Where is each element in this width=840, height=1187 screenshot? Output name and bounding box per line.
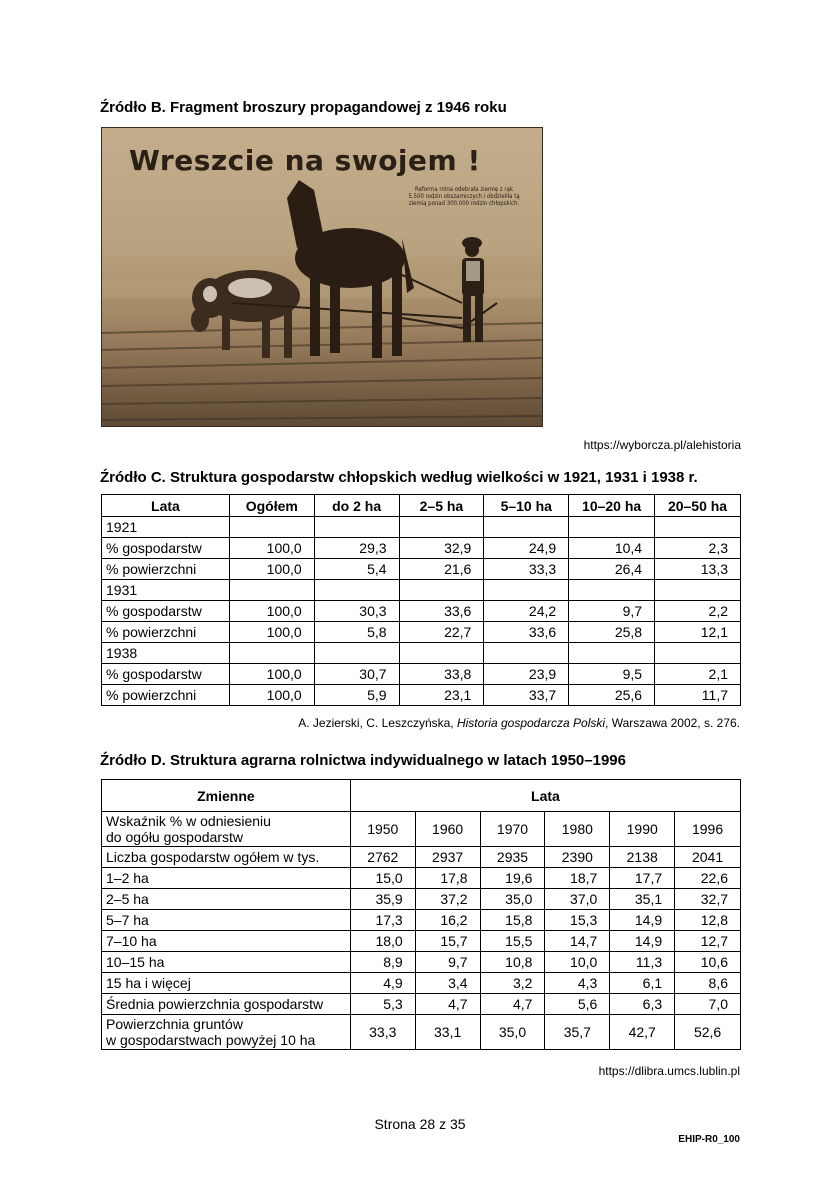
- table-cell: 42,7: [610, 1015, 675, 1050]
- table-cell: 33,8: [399, 664, 484, 685]
- table-cell: 10,8: [480, 952, 545, 973]
- table-cell: 37,2: [415, 889, 480, 910]
- table-cell: 9,7: [569, 601, 655, 622]
- table-cell: 15,0: [350, 868, 415, 889]
- table-row: [102, 559, 741, 580]
- table-cell: 3,2: [480, 973, 545, 994]
- citation-details: , Warszawa 2002, s. 276.: [605, 716, 740, 730]
- table-row: [102, 664, 741, 685]
- table-cell: 10,6: [675, 952, 741, 973]
- year-cell: 1970: [480, 812, 545, 847]
- table-cell: 14,9: [610, 931, 675, 952]
- year-cell: 1980: [545, 812, 610, 847]
- table-cell: 4,9: [350, 973, 415, 994]
- table-cell: 15,7: [415, 931, 480, 952]
- table-cell: 33,6: [484, 622, 569, 643]
- row-label: Średnia powierzchnia gospodarstw: [102, 994, 351, 1015]
- table-cell: [655, 517, 741, 538]
- source-b-url: https://wyborcza.pl/alehistoria: [583, 438, 741, 452]
- table-cell: [399, 517, 484, 538]
- table-cell: 29,3: [314, 538, 399, 559]
- row-label: 10–15 ha: [102, 952, 351, 973]
- column-header-variables: Zmienne: [102, 780, 351, 812]
- table-cell: 5,9: [314, 685, 399, 706]
- table-cell: 5,4: [314, 559, 399, 580]
- table-cell: 2390: [545, 847, 610, 868]
- table-cell: [569, 580, 655, 601]
- table-row: [102, 847, 741, 868]
- table-cell: 35,7: [545, 1015, 610, 1050]
- table-row: [102, 868, 741, 889]
- table-cell: [484, 643, 569, 664]
- source-d-url: https://dlibra.umcs.lublin.pl: [598, 1064, 740, 1078]
- table-cell: [399, 643, 484, 664]
- table-cell: 4,7: [480, 994, 545, 1015]
- table-cell: 15,8: [480, 910, 545, 931]
- table-cell: 12,1: [655, 622, 741, 643]
- table-cell: [569, 517, 655, 538]
- table-cell: 35,9: [350, 889, 415, 910]
- table-cell: 12,7: [675, 931, 741, 952]
- column-header: Ogółem: [229, 495, 314, 517]
- table-cell: 18,0: [350, 931, 415, 952]
- table-cell: 26,4: [569, 559, 655, 580]
- table-cell: 4,7: [415, 994, 480, 1015]
- table-row: [102, 580, 741, 601]
- table-cell: 6,1: [610, 973, 675, 994]
- table-cell: 11,7: [655, 685, 741, 706]
- table-cell: 100,0: [229, 559, 314, 580]
- table-cell: 100,0: [229, 685, 314, 706]
- poster-caption: Reforma rolna odebrała ziemię z rąk 5.500 rodzin obszarniczych i obdzieliła tą ziemią ponad 300.000 rodzin chłopskich.: [408, 186, 520, 207]
- table-row: [102, 1015, 741, 1050]
- table-cell: 5,3: [350, 994, 415, 1015]
- source-d-heading: Źródło D. Struktura agrarna rolnictwa indywidualnego w latach 1950–1996: [100, 752, 626, 769]
- table-cell: 8,9: [350, 952, 415, 973]
- table-cell: 12,8: [675, 910, 741, 931]
- row-label: [102, 1015, 351, 1050]
- table-cell: 30,7: [314, 664, 399, 685]
- column-header-years: Lata: [350, 780, 740, 812]
- table-row: [102, 643, 741, 664]
- table-cell: 24,9: [484, 538, 569, 559]
- row-label: 1–2 ha: [102, 868, 351, 889]
- year-cell: 1990: [610, 812, 675, 847]
- table-row: [102, 931, 741, 952]
- table-cell: 23,9: [484, 664, 569, 685]
- row-label: % powierzchni: [102, 685, 230, 706]
- table-cell: [229, 643, 314, 664]
- row-label: % powierzchni: [102, 622, 230, 643]
- page-number: Strona 28 z 35: [374, 1116, 466, 1132]
- row-label: % powierzchni: [102, 559, 230, 580]
- table-cell: 2762: [350, 847, 415, 868]
- row-label: % gospodarstw: [102, 664, 230, 685]
- table-cell: 17,8: [415, 868, 480, 889]
- table-cell: 16,2: [415, 910, 480, 931]
- row-label-line: Wskaźnik % w odniesieniu: [106, 813, 271, 829]
- table-cell: 35,1: [610, 889, 675, 910]
- table-row: [102, 622, 741, 643]
- table-row: [102, 685, 741, 706]
- table-cell: 15,3: [545, 910, 610, 931]
- table-header-row: [102, 495, 741, 517]
- table-cell: [484, 517, 569, 538]
- table-cell: 33,3: [350, 1015, 415, 1050]
- table-row: [102, 601, 741, 622]
- table-cell: 100,0: [229, 538, 314, 559]
- table-cell: 100,0: [229, 622, 314, 643]
- table-cell: [314, 580, 399, 601]
- table-cell: 5,8: [314, 622, 399, 643]
- source-c-citation: [298, 716, 740, 730]
- column-header: do 2 ha: [314, 495, 399, 517]
- table-cell: 2041: [675, 847, 741, 868]
- row-label: 5–7 ha: [102, 910, 351, 931]
- column-header: 2–5 ha: [399, 495, 484, 517]
- row-label: 1938: [102, 643, 230, 664]
- row-label: 1931: [102, 580, 230, 601]
- row-label: 1921: [102, 517, 230, 538]
- table-cell: 2935: [480, 847, 545, 868]
- table-cell: 17,3: [350, 910, 415, 931]
- table-cell: 33,3: [484, 559, 569, 580]
- table-cell: 37,0: [545, 889, 610, 910]
- year-cell: 1996: [675, 812, 741, 847]
- column-header: 5–10 ha: [484, 495, 569, 517]
- table-cell: [314, 517, 399, 538]
- table-cell: 2937: [415, 847, 480, 868]
- column-header: 10–20 ha: [569, 495, 655, 517]
- table-cell: 35,0: [480, 1015, 545, 1050]
- table-cell: 4,3: [545, 973, 610, 994]
- table-cell: 7,0: [675, 994, 741, 1015]
- table-row: [102, 889, 741, 910]
- table-cell: 2,2: [655, 601, 741, 622]
- row-label: % gospodarstw: [102, 538, 230, 559]
- row-label-line: do ogółu gospodarstw: [106, 829, 243, 845]
- column-header: Lata: [102, 495, 230, 517]
- source-d-table: [101, 779, 741, 1050]
- table-cell: 30,3: [314, 601, 399, 622]
- row-label: 7–10 ha: [102, 931, 351, 952]
- table-row: [102, 812, 741, 847]
- table-cell: 15,5: [480, 931, 545, 952]
- source-c-table: [101, 494, 741, 706]
- row-label-line: w gospodarstwach powyżej 10 ha: [106, 1032, 316, 1048]
- table-cell: 5,6: [545, 994, 610, 1015]
- row-label-line: Powierzchnia gruntów: [106, 1016, 243, 1032]
- table-cell: 18,7: [545, 868, 610, 889]
- table-cell: 32,7: [675, 889, 741, 910]
- table-cell: 14,7: [545, 931, 610, 952]
- table-cell: 19,6: [480, 868, 545, 889]
- table-cell: [314, 643, 399, 664]
- table-cell: [229, 517, 314, 538]
- table-cell: 21,6: [399, 559, 484, 580]
- table-cell: 9,5: [569, 664, 655, 685]
- row-label: [102, 812, 351, 847]
- table-header-row: [102, 780, 741, 812]
- table-row: [102, 952, 741, 973]
- table-cell: 33,6: [399, 601, 484, 622]
- citation-authors: A. Jezierski, C. Leszczyńska,: [298, 716, 457, 730]
- table-cell: 2,1: [655, 664, 741, 685]
- table-cell: 32,9: [399, 538, 484, 559]
- table-cell: 9,7: [415, 952, 480, 973]
- row-label: Liczba gospodarstw ogółem w tys.: [102, 847, 351, 868]
- table-cell: [229, 580, 314, 601]
- table-cell: [655, 643, 741, 664]
- table-cell: 17,7: [610, 868, 675, 889]
- table-row: [102, 910, 741, 931]
- table-cell: 14,9: [610, 910, 675, 931]
- table-cell: 3,4: [415, 973, 480, 994]
- table-cell: 8,6: [675, 973, 741, 994]
- table-row: [102, 994, 741, 1015]
- table-cell: 100,0: [229, 664, 314, 685]
- poster-title: Wreszcie na swojem !: [129, 144, 481, 177]
- table-cell: 6,3: [610, 994, 675, 1015]
- table-cell: 22,6: [675, 868, 741, 889]
- table-cell: 25,8: [569, 622, 655, 643]
- table-cell: 22,7: [399, 622, 484, 643]
- table-cell: 100,0: [229, 601, 314, 622]
- table-cell: 13,3: [655, 559, 741, 580]
- table-cell: 2138: [610, 847, 675, 868]
- row-label: % gospodarstw: [102, 601, 230, 622]
- row-label: 15 ha i więcej: [102, 973, 351, 994]
- table-cell: 24,2: [484, 601, 569, 622]
- table-cell: 23,1: [399, 685, 484, 706]
- table-cell: [655, 580, 741, 601]
- year-cell: 1950: [350, 812, 415, 847]
- table-cell: 10,0: [545, 952, 610, 973]
- table-cell: 25,6: [569, 685, 655, 706]
- table-cell: 35,0: [480, 889, 545, 910]
- table-cell: 2,3: [655, 538, 741, 559]
- table-cell: 33,1: [415, 1015, 480, 1050]
- table-cell: 11,3: [610, 952, 675, 973]
- table-row: [102, 973, 741, 994]
- table-cell: 33,7: [484, 685, 569, 706]
- table-cell: [399, 580, 484, 601]
- table-cell: [484, 580, 569, 601]
- citation-title: Historia gospodarcza Polski: [456, 716, 606, 730]
- table-cell: [569, 643, 655, 664]
- table-row: [102, 517, 741, 538]
- year-cell: 1960: [415, 812, 480, 847]
- column-header: 20–50 ha: [655, 495, 741, 517]
- table-row: [102, 538, 741, 559]
- table-cell: 52,6: [675, 1015, 741, 1050]
- source-b-heading: Źródło B. Fragment broszury propagandowej z 1946 roku: [100, 99, 507, 116]
- source-c-heading: Źródło C. Struktura gospodarstw chłopskich według wielkości w 1921, 1931 i 1938 r.: [100, 469, 698, 486]
- table-cell: 10,4: [569, 538, 655, 559]
- row-label: 2–5 ha: [102, 889, 351, 910]
- exam-code: EHIP-R0_100: [678, 1134, 740, 1145]
- propaganda-poster-image: [101, 127, 543, 427]
